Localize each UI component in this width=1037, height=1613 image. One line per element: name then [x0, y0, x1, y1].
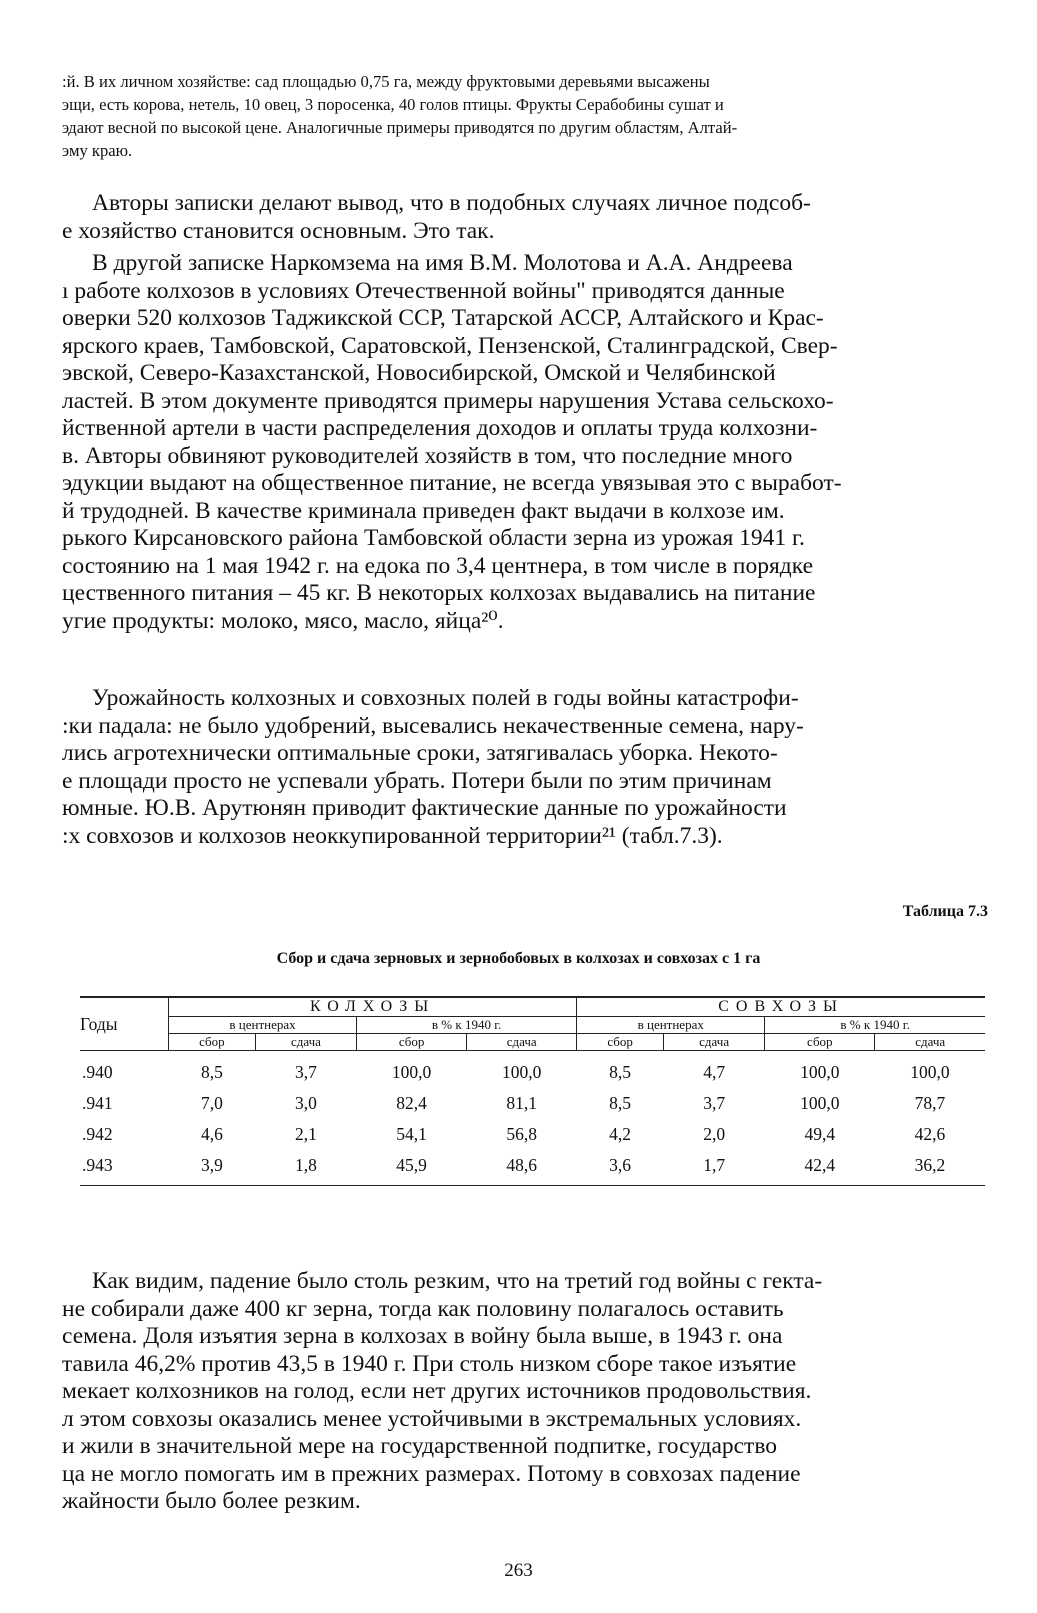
- table-cell: 49,4: [804, 1124, 836, 1144]
- text-line: е хозяйство становится основным. Это так.: [62, 217, 495, 244]
- table-cell: 36,2: [875, 1150, 985, 1186]
- footnote-line: :й. В их личном хозяйстве: сад площадью 0,75 га, между фруктовыми деревьями высажены: [62, 72, 710, 91]
- footnote-line: эщи, есть корова, нетель, 10 овец, 3 поросенка, 40 голов птицы. Фрукты Серабобины сушат и: [62, 95, 724, 114]
- header-sbor: сбор: [577, 1034, 664, 1051]
- header-sdacha: сдача: [875, 1034, 985, 1051]
- table-cell: 8,5: [609, 1062, 632, 1082]
- text-line: оверки 520 колхозов Таджикской ССР, Татарской АССР, Алтайского и Крас-: [62, 305, 824, 331]
- text-line: угие продукты: молоко, мясо, масло, яйца²⁰.: [62, 607, 504, 634]
- table-cell: 100,0: [391, 1062, 432, 1082]
- year-cell: .941: [82, 1093, 113, 1113]
- footnote-text: [62, 70, 992, 162]
- text-line: в. Авторы обвиняют руководителей хозяйств в том, что последние много: [62, 442, 793, 469]
- table-cell: 48,6: [467, 1150, 577, 1186]
- table-cell: 42,4: [765, 1150, 875, 1186]
- table-cell: 3,7: [703, 1093, 726, 1113]
- header-kolkhozy: КОЛХОЗЫ: [169, 997, 577, 1017]
- text-line: Авторы записки делают вывод, что в подобных случаях личное подсоб-: [92, 190, 811, 216]
- text-line: ца не могло помогать им в прежних размерах. Потому в совхозах падение: [62, 1460, 801, 1487]
- text-line: состоянию на 1 мая 1942 г. на едока по 3,4 центнера, в том числе в порядке: [62, 552, 814, 579]
- table-cell: 81,1: [506, 1093, 537, 1113]
- table-cell: 100,0: [910, 1062, 950, 1082]
- text-line: ярского краев, Тамбовской, Саратовской, Пензенской, Сталинградской, Свер-: [62, 332, 838, 359]
- text-line: рького Кирсановского района Тамбовской области зерна из урожая 1941 г.: [62, 525, 805, 551]
- text-line: :х совхозов и колхозов неоккупированной территории²¹ (табл.7.3).: [62, 822, 723, 849]
- table-cell: 2,1: [294, 1124, 317, 1144]
- table-cell: 1,7: [664, 1150, 765, 1186]
- table-cell: 8,5: [609, 1093, 632, 1113]
- paragraph-2: [62, 250, 997, 635]
- text-line: эдукции выдают на общественное питание, не всегда увязывая это с выработ-: [62, 470, 842, 496]
- table-row: [80, 1150, 985, 1186]
- text-line: :ки падала: не было удобрений, высевались некачественные семена, нару-: [62, 712, 804, 739]
- table-cell: 4,6: [200, 1124, 223, 1144]
- footnote-line: эму краю.: [62, 141, 133, 160]
- header-sovkhozy: СОВХОЗЫ: [577, 997, 985, 1017]
- table-cell: 1,8: [255, 1150, 356, 1186]
- text-line: Как видим, падение было столь резким, что на третий год войны с гекта-: [92, 1268, 823, 1294]
- footnote-line: эдают весной по высокой цене. Аналогичные примеры приводятся по другим областям, Алтай-: [62, 118, 738, 137]
- text-line: юмные. Ю.В. Арутюнян приводит фактические данные по урожайности: [62, 795, 787, 821]
- header-sdacha: сдача: [664, 1034, 765, 1051]
- header-sbor: сбор: [169, 1034, 256, 1051]
- table-cell: 100,0: [800, 1093, 840, 1113]
- table-cell: 82,4: [396, 1093, 427, 1113]
- table-number: Таблица 7.3: [902, 903, 988, 920]
- table-cell: 78,7: [914, 1093, 946, 1113]
- text-line: Урожайность колхозных и совхозных полей в годы войны катастрофи-: [92, 685, 799, 711]
- year-cell: .942: [82, 1124, 113, 1144]
- text-line: семена. Доля изъятия зерна в колхозах в войну была выше, в 1943 г. она: [62, 1323, 783, 1349]
- table-cell: 100,0: [501, 1062, 542, 1082]
- table-title: Сбор и сдача зерновых и зернобобовых в колхозах и совхозах с 1 га: [276, 950, 761, 967]
- text-line: и жили в значительной мере на государственной подпитке, государство: [62, 1433, 778, 1459]
- header-sbor: сбор: [765, 1034, 875, 1051]
- year-cell: .943: [80, 1150, 169, 1186]
- table-cell: 2,0: [703, 1124, 726, 1144]
- table-cell: 56,8: [506, 1124, 537, 1144]
- table-cell: 3,9: [169, 1150, 256, 1186]
- header-percent: в % к 1940 г.: [765, 1017, 985, 1034]
- table-row: [80, 1088, 985, 1119]
- page-number: 263: [504, 1560, 533, 1581]
- text-line: эвской, Северо-Казахстанской, Новосибирской, Омской и Челябинской: [62, 360, 776, 386]
- text-line: йственной артели в части распределения доходов и оплаты труда колхозни-: [62, 415, 818, 441]
- paragraph-3: [62, 685, 997, 850]
- header-years: Годы: [80, 997, 169, 1051]
- table-cell: 3,6: [577, 1150, 664, 1186]
- table-cell: 4,2: [609, 1124, 632, 1144]
- text-line: ластей. В этом документе приводятся примеры нарушения Устава сельскохо-: [62, 387, 834, 414]
- header-sdacha: сдача: [467, 1034, 577, 1051]
- data-table: [80, 996, 985, 1186]
- text-line: жайности было более резким.: [62, 1488, 361, 1514]
- table-row: [80, 1051, 985, 1089]
- header-centners: в центнерах: [577, 1017, 765, 1034]
- paragraph-1: [62, 190, 997, 245]
- header-sbor: сбор: [357, 1034, 467, 1051]
- text-line: не собирали даже 400 кг зерна, тогда как половину полагалось оставить: [62, 1295, 784, 1322]
- text-line: й трудодней. В качестве криминала приведен факт выдачи в колхозе им.: [62, 497, 785, 524]
- text-line: мекает колхозников на голод, если нет других источников продовольствия.: [62, 1378, 812, 1404]
- text-line: лись агротехнически оптимальные сроки, затягивалась уборка. Некото-: [62, 740, 778, 766]
- header-percent: в % к 1940 г.: [357, 1017, 577, 1034]
- table-cell: 8,5: [200, 1062, 223, 1082]
- table-row: [80, 1119, 985, 1150]
- text-line: ı работе колхозов в условиях Отечественной войны" приводятся данные: [62, 277, 785, 304]
- header-centners: в центнерах: [169, 1017, 357, 1034]
- table-cell: 3,0: [294, 1093, 317, 1113]
- table-cell: 3,7: [294, 1062, 317, 1082]
- table-cell: 45,9: [357, 1150, 467, 1186]
- text-line: В другой записке Наркомзема на имя В.М. Молотова и А.А. Андреева: [92, 250, 793, 276]
- table-cell: 4,7: [703, 1062, 726, 1082]
- table-cell: 42,6: [914, 1124, 946, 1144]
- header-sdacha: сдача: [255, 1034, 356, 1051]
- table-cell: 7,0: [200, 1093, 223, 1113]
- paragraph-4: [62, 1268, 997, 1516]
- text-line: цественного питания – 45 кг. В некоторых колхозах выдавались на питание: [62, 580, 816, 606]
- text-line: л этом совхозы оказались менее устойчивыми в экстремальных условиях.: [62, 1405, 802, 1432]
- year-cell: .940: [82, 1062, 113, 1082]
- table-cell: 54,1: [396, 1124, 427, 1144]
- text-line: тавила 46,2% против 43,5 в 1940 г. При столь низком сборе такое изъятие: [62, 1350, 797, 1377]
- table-cell: 100,0: [800, 1062, 840, 1082]
- text-line: е площади просто не успевали убрать. Потери были по этим причинам: [62, 767, 772, 794]
